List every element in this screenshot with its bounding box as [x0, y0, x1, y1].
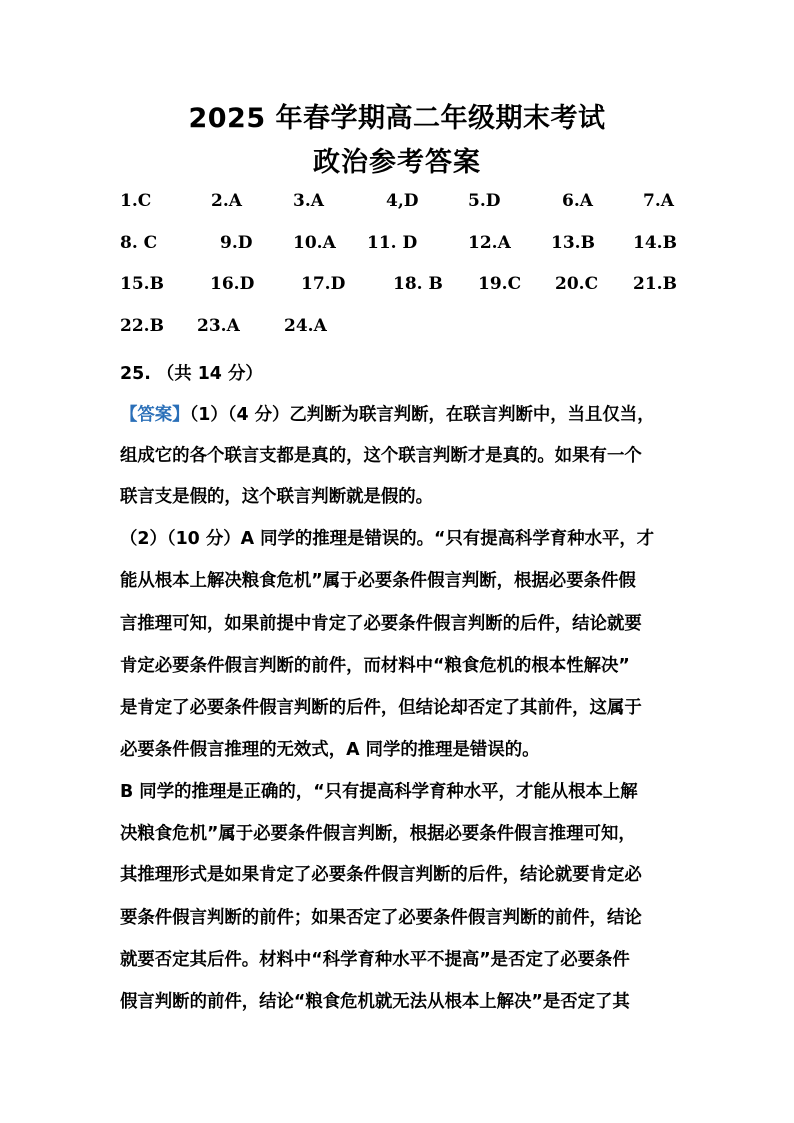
answer-paragraph-line: 必要条件假言推理的无效式，A 同学的推理是错误的。 [120, 740, 540, 760]
answer-item: 4,D [386, 191, 419, 211]
answer-paragraph-line: 是肯定了必要条件假言判断的后件，但结论却否定了其前件，这属于 [120, 698, 642, 718]
answer-item: 14.B [633, 233, 677, 253]
answer-item: 17.D [301, 274, 346, 294]
answer-item: 20.C [555, 274, 599, 294]
answer-item: 15.B [120, 274, 164, 294]
answer-item: 13.B [551, 233, 595, 253]
answer-paragraph-line: 【答案】（1）（4 分）乙判断为联言判断，在联言判断中，当且仅当， [120, 405, 655, 425]
answer-paragraph-line: 联言支是假的，这个联言判断就是假的。 [120, 487, 434, 507]
answer-item: 6.A [562, 191, 593, 211]
answer-item: 12.A [468, 233, 511, 253]
answer-paragraph-line: 其推理形式是如果肯定了必要条件假言判断的后件，结论就要肯定必 [120, 865, 642, 885]
answer-item: 3.A [293, 191, 324, 211]
answer-item: 9.D [220, 233, 253, 253]
answer-paragraph-line: B 同学的推理是正确的，“只有提高科学育种水平，才能从根本上解 [120, 782, 638, 802]
answer-paragraph-line: 就要否定其后件。材料中“科学育种水平不提高”是否定了必要条件 [120, 950, 630, 970]
answer-tag: 【答案】 [120, 405, 190, 425]
answer-item: 1.C [120, 191, 152, 211]
answer-item: 10.A [293, 233, 336, 253]
answer-item: 18. B [393, 274, 443, 294]
answer-paragraph-line: 决粮食危机”属于必要条件假言判断，根据必要条件假言推理可知， [120, 824, 636, 844]
answer-paragraph-line: 要条件假言判断的前件；如果否定了必要条件假言判断的前件，结论 [120, 908, 642, 928]
document-title: 2025 年春学期高二年级期末考试 [188, 103, 606, 134]
answer-item: 24.A [284, 316, 327, 336]
answer-paragraph-line: 肯定必要条件假言判断的前件，而材料中“粮食危机的根本性解决” [120, 656, 630, 676]
answer-item: 22.B [120, 316, 164, 336]
document-subtitle: 政治参考答案 [313, 147, 481, 178]
answer-item: 23.A [197, 316, 240, 336]
answer-item: 19.C [478, 274, 522, 294]
answer-item: 8. C [120, 233, 158, 253]
answer-item: 5.D [468, 191, 501, 211]
answer-paragraph-line: （2）（10 分）A 同学的推理是错误的。“只有提高科学育种水平，才 [120, 529, 655, 549]
answer-item: 21.B [633, 274, 677, 294]
answer-item: 2.A [211, 191, 242, 211]
answer-paragraph-line: 假言判断的前件，结论“粮食危机就无法从根本上解决”是否定了其 [120, 992, 630, 1012]
answer-item: 7.A [643, 191, 674, 211]
answer-item: 16.D [210, 274, 255, 294]
answer-paragraph-line: 言推理可知，如果前提中肯定了必要条件假言判断的后件，结论就要 [120, 614, 642, 634]
answer-paragraph-line: 组成它的各个联言支都是真的，这个联言判断才是真的。如果有一个 [120, 446, 642, 466]
answer-paragraph-line: 能从根本上解决粮食危机”属于必要条件假言判断，根据必要条件假 [120, 571, 636, 591]
question-25-heading: 25. （共 14 分） [120, 364, 263, 384]
answer-item: 11. D [367, 233, 418, 253]
